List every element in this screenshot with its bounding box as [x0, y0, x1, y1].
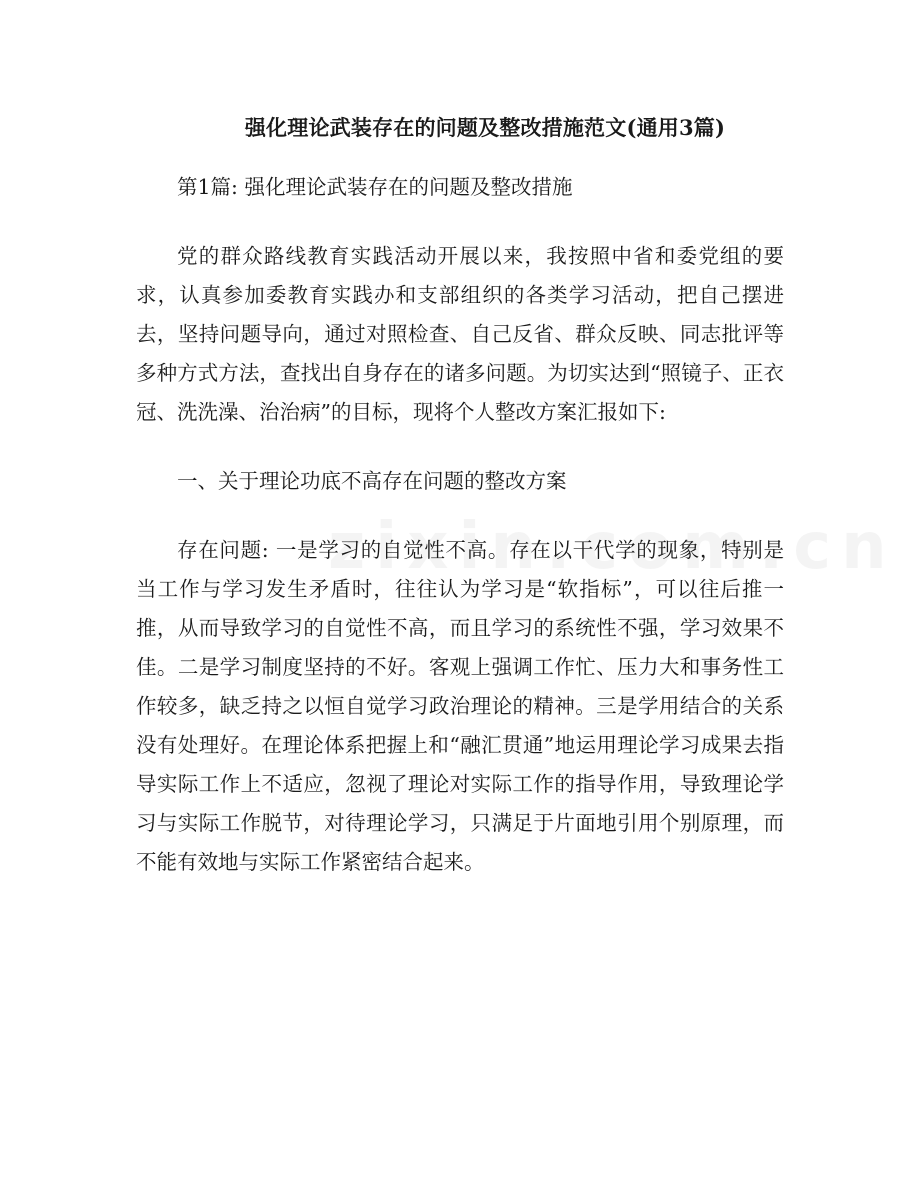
- paragraph-problems: 存在问题: 一是学习的自觉性不高。存在以干代学的现象，特别是当工作与学习发生矛盾时，往往认为学习是“软指标”，可以往后推一推，从而导致学习的自觉性不高，而且学习的系统性不强，学习效果不佳。二是学习制度坚持的不好。客观上强调工作忙、压力大和事务性工作较多，缺乏持之以恒自觉学习政治理论的精神。三是学用结合的关系没有处理好。在理论体系把握上和“融汇贯通”地运用理论学习成果去指导实际工作上不适应，忽视了理论对实际工作的指导作用，导致理论学习与实际工作脱节，对待理论学习，只满足于片面地引用个别原理，而不能有效地与实际工作紧密结合起来。: [136, 538, 784, 874]
- part-heading: 第1篇: 强化理论武装存在的问题及整改措施: [177, 175, 573, 199]
- paragraph-intro: 党的群众路线教育实践活动开展以来，我按照中省和委党组的要求，认真参加委教育实践办和支部组织的各类学习活动，把自己摆进去，坚持问题导向，通过对照检查、自己反省、群众反映、同志批评等多种方式方法，查找出自身存在的诸多问题。为切实达到“照镜子、正衣冠、洗洗澡、治治病”的目标，现将个人整改方案汇报如下:: [136, 244, 784, 424]
- section-heading: 一、关于理论功底不高存在问题的整改方案: [177, 469, 567, 493]
- document-body: [136, 168, 784, 882]
- document-title: 强化理论武装存在的问题及整改措施范文(通用3篇): [244, 115, 726, 140]
